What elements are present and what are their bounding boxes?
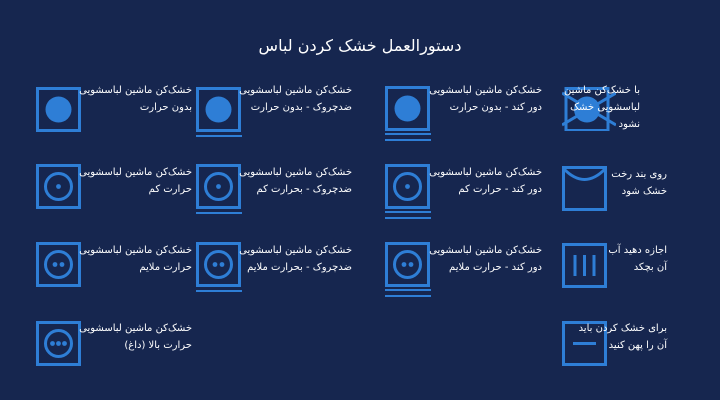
entry-label-line1: خشک‌کن ماشین لباسشویی (239, 245, 352, 256)
entry-label-line2: دور کند - حرارت کم (458, 184, 542, 195)
entry-label-line2: ضدچروک - بحرارت ملایم (247, 262, 352, 273)
entry-label-line2: حرارت ملایم (139, 262, 192, 273)
entry-label-line2: بدون حرارت (139, 102, 192, 113)
entry-label-line3: نشود (618, 119, 640, 130)
entry-label-line2: دور کند - بدون حرارت (449, 102, 542, 113)
entry-label-line1: خشک‌کن ماشین لباسشویی (429, 245, 542, 256)
entry-label-line2: خشک شود (621, 186, 667, 197)
entry-label-line2: لباسشویی خشک (570, 102, 640, 113)
entry-label-line1: خشک‌کن ماشین لباسشویی (239, 167, 352, 178)
entry-label-line1: خشک‌کن ماشین لباسشویی (429, 85, 542, 96)
entry-label-line1: روی بند رخت (611, 169, 667, 180)
entry-label-line1: خشک‌کن ماشین لباسشویی (239, 85, 352, 96)
entry-label-line2: حرارت کم (148, 184, 192, 195)
entry-label-line1: با خشک‌کن ماشین (563, 85, 640, 96)
entry-label-line1: خشک‌کن ماشین لباسشویی (429, 167, 542, 178)
entry-label-line2: ضدچروک - بدون حرارت (250, 102, 352, 113)
entry-label-line2: آن بچکد (633, 262, 667, 273)
entry-label-line1: خشک‌کن ماشین لباسشویی (79, 245, 192, 256)
entry-label-line2: ضدچروک - بحرارت کم (256, 184, 352, 195)
page-title: دستورالعمل خشک کردن لباس (258, 36, 462, 55)
entry-label-line1: خشک‌کن ماشین لباسشویی (79, 323, 192, 334)
entry-label-line1: برای خشک کردن باید (578, 323, 667, 334)
entry-label-line2: آن را پهن کنید (608, 340, 667, 351)
entry-label-line1: خشک‌کن ماشین لباسشویی (79, 85, 192, 96)
entry-label-line1: اجازه دهید آب (608, 245, 667, 256)
entry-label-line2: حرارت بالا (داغ) (124, 340, 192, 351)
entry-label-line1: خشک‌کن ماشین لباسشویی (79, 167, 192, 178)
entry-label-line2: دور کند - حرارت ملایم (449, 262, 542, 273)
